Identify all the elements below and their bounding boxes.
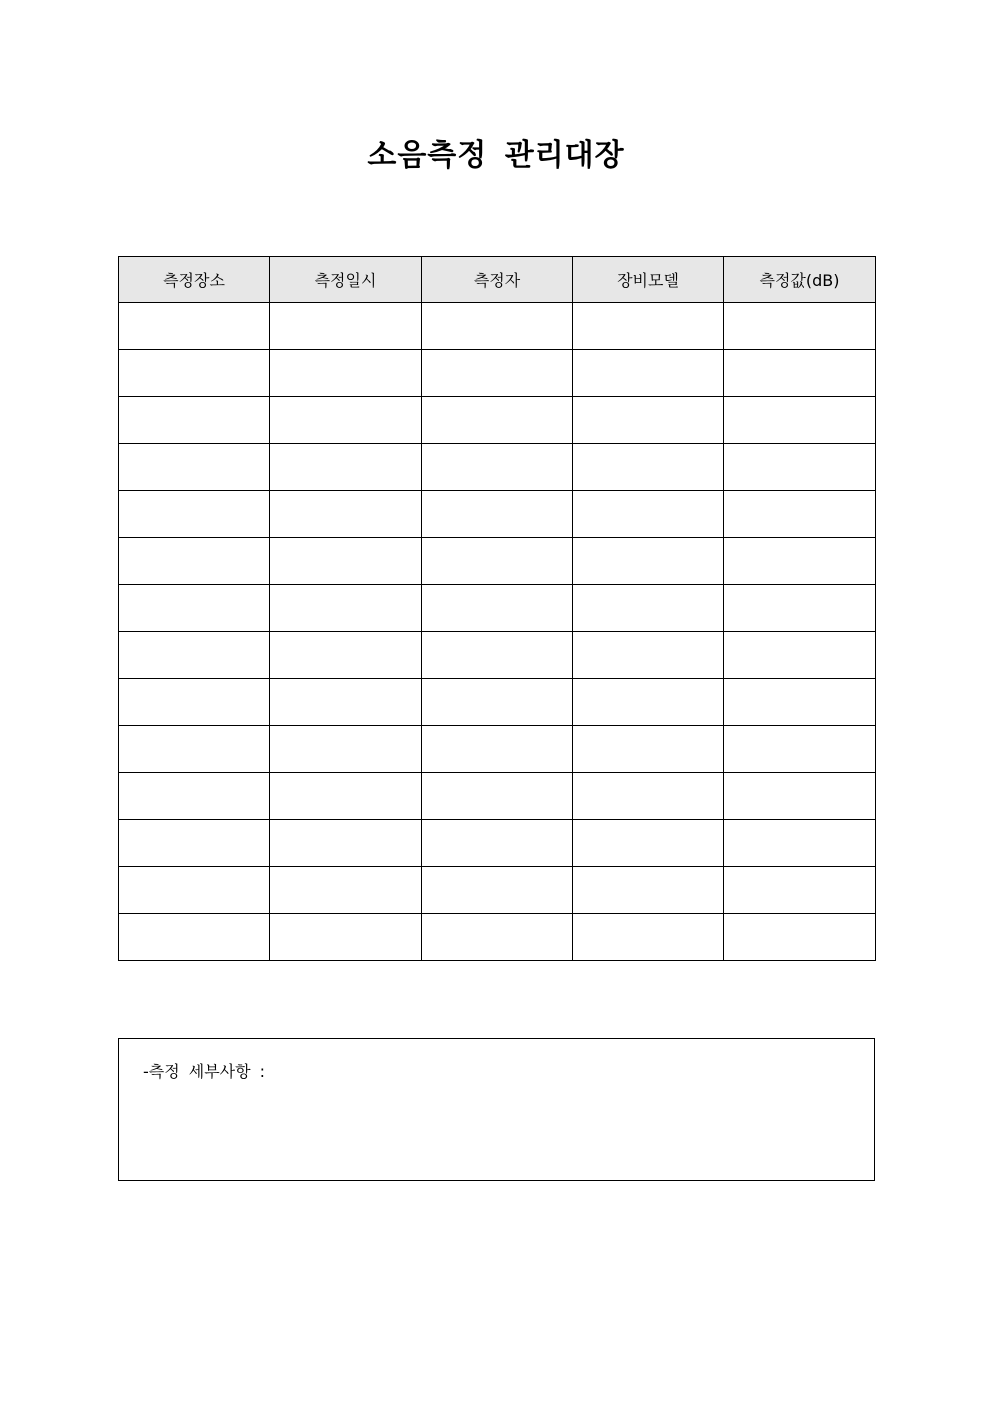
cell-datetime[interactable] [270, 350, 422, 397]
cell-location[interactable] [119, 585, 270, 632]
cell-equipment-model[interactable] [573, 632, 724, 679]
table-row [119, 679, 876, 726]
cell-measurer[interactable] [422, 444, 573, 491]
table-body [119, 303, 876, 961]
notes-box[interactable] [118, 1038, 875, 1181]
cell-measured-value[interactable] [724, 397, 876, 444]
cell-location[interactable] [119, 397, 270, 444]
table-row [119, 820, 876, 867]
cell-datetime[interactable] [270, 303, 422, 350]
cell-measurer[interactable] [422, 350, 573, 397]
cell-location[interactable] [119, 538, 270, 585]
noise-measurement-table [118, 256, 876, 961]
table-row [119, 726, 876, 773]
cell-measured-value[interactable] [724, 538, 876, 585]
cell-measured-value[interactable] [724, 303, 876, 350]
cell-equipment-model[interactable] [573, 773, 724, 820]
cell-datetime[interactable] [270, 491, 422, 538]
header-location: 측정장소 [119, 257, 270, 303]
cell-equipment-model[interactable] [573, 867, 724, 914]
header-equipment-model: 장비모델 [573, 257, 724, 303]
cell-datetime[interactable] [270, 632, 422, 679]
cell-datetime[interactable] [270, 726, 422, 773]
cell-measured-value[interactable] [724, 867, 876, 914]
cell-measurer[interactable] [422, 679, 573, 726]
cell-measurer[interactable] [422, 303, 573, 350]
cell-measurer[interactable] [422, 632, 573, 679]
header-datetime: 측정일시 [270, 257, 422, 303]
cell-measured-value[interactable] [724, 679, 876, 726]
cell-location[interactable] [119, 773, 270, 820]
cell-measured-value[interactable] [724, 820, 876, 867]
table-row [119, 303, 876, 350]
cell-location[interactable] [119, 491, 270, 538]
header-measurer: 측정자 [422, 257, 573, 303]
table-row [119, 585, 876, 632]
cell-datetime[interactable] [270, 867, 422, 914]
cell-measured-value[interactable] [724, 585, 876, 632]
table-row [119, 350, 876, 397]
cell-equipment-model[interactable] [573, 538, 724, 585]
cell-equipment-model[interactable] [573, 444, 724, 491]
cell-measurer[interactable] [422, 585, 573, 632]
table-row [119, 397, 876, 444]
cell-measured-value[interactable] [724, 350, 876, 397]
cell-measurer[interactable] [422, 867, 573, 914]
cell-measurer[interactable] [422, 914, 573, 961]
cell-location[interactable] [119, 820, 270, 867]
cell-location[interactable] [119, 726, 270, 773]
cell-equipment-model[interactable] [573, 397, 724, 444]
cell-location[interactable] [119, 867, 270, 914]
cell-location[interactable] [119, 350, 270, 397]
cell-datetime[interactable] [270, 820, 422, 867]
cell-measured-value[interactable] [724, 773, 876, 820]
cell-location[interactable] [119, 679, 270, 726]
cell-location[interactable] [119, 444, 270, 491]
cell-equipment-model[interactable] [573, 820, 724, 867]
table-row [119, 538, 876, 585]
cell-equipment-model[interactable] [573, 350, 724, 397]
cell-location[interactable] [119, 303, 270, 350]
cell-measured-value[interactable] [724, 726, 876, 773]
cell-equipment-model[interactable] [573, 303, 724, 350]
cell-equipment-model[interactable] [573, 585, 724, 632]
table-row [119, 491, 876, 538]
table-row [119, 914, 876, 961]
cell-location[interactable] [119, 914, 270, 961]
table-row [119, 632, 876, 679]
cell-equipment-model[interactable] [573, 679, 724, 726]
page-title: 소음측정 관리대장 [367, 138, 625, 173]
cell-measured-value[interactable] [724, 632, 876, 679]
cell-datetime[interactable] [270, 679, 422, 726]
table-header-row [119, 257, 876, 303]
cell-datetime[interactable] [270, 773, 422, 820]
cell-datetime[interactable] [270, 538, 422, 585]
cell-measurer[interactable] [422, 491, 573, 538]
cell-measured-value[interactable] [724, 914, 876, 961]
cell-measurer[interactable] [422, 538, 573, 585]
cell-datetime[interactable] [270, 397, 422, 444]
cell-measurer[interactable] [422, 773, 573, 820]
header-measured-value: 측정값(dB) [724, 257, 876, 303]
cell-datetime[interactable] [270, 585, 422, 632]
cell-location[interactable] [119, 632, 270, 679]
cell-measured-value[interactable] [724, 491, 876, 538]
cell-measurer[interactable] [422, 397, 573, 444]
cell-equipment-model[interactable] [573, 726, 724, 773]
notes-label: -측정 세부사항 : [143, 1062, 266, 1081]
cell-measurer[interactable] [422, 726, 573, 773]
cell-equipment-model[interactable] [573, 491, 724, 538]
cell-measured-value[interactable] [724, 444, 876, 491]
cell-measurer[interactable] [422, 820, 573, 867]
cell-datetime[interactable] [270, 444, 422, 491]
cell-datetime[interactable] [270, 914, 422, 961]
table-row [119, 773, 876, 820]
table-row [119, 867, 876, 914]
cell-equipment-model[interactable] [573, 914, 724, 961]
table-row [119, 444, 876, 491]
